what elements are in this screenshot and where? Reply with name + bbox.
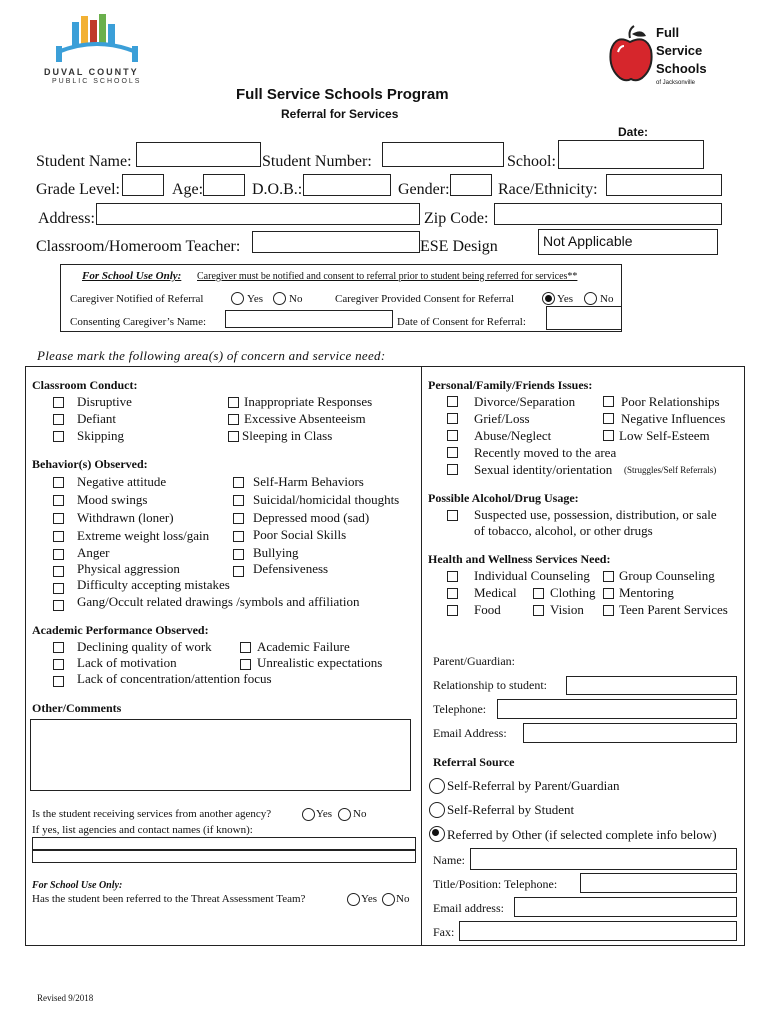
cb-clothing[interactable] [533, 588, 544, 599]
health-col2-0: Clothing [550, 585, 596, 600]
sexual-identity-note: (Struggles/Self Referrals) [624, 465, 717, 475]
behavior-right-3: Poor Social Skills [253, 527, 347, 542]
behavior-left-7: Gang/Occult related drawings /symbols and affiliation [77, 594, 360, 609]
behavior-left-0: Negative attitude [77, 474, 167, 489]
cb-lack-concentration[interactable] [53, 676, 64, 687]
cb-defensiveness[interactable] [233, 566, 244, 577]
address-label: Address: [38, 210, 95, 227]
caregiver-notified-label: Caregiver Notified of Referral [70, 293, 204, 305]
cb-abuse-neglect[interactable] [447, 430, 458, 441]
date-consent-label: Date of Consent for Referral: [397, 316, 526, 328]
behavior-right-2: Depressed mood (sad) [253, 510, 370, 525]
referrer-fax-field[interactable] [459, 921, 737, 941]
cb-unrealistic-expectations[interactable] [240, 659, 251, 670]
duval-logo-mark [52, 12, 142, 64]
agency-yes-label: Yes [316, 808, 333, 820]
classroom-left-1: Defiant [77, 411, 116, 426]
other-comments-field[interactable] [30, 719, 411, 791]
personal-right-2: Low Self-Esteem [619, 428, 710, 443]
alcohol-heading: Possible Alcohol/Drug Usage: [428, 491, 579, 505]
dob-label: D.O.B.: [252, 181, 303, 198]
health-heading: Health and Wellness Services Need: [428, 552, 611, 566]
dob-field[interactable] [303, 174, 391, 196]
cb-negative-influences[interactable] [603, 413, 614, 424]
column-divider [421, 366, 422, 946]
cb-poor-social-skills[interactable] [233, 531, 244, 542]
classroom-heading: Classroom Conduct: [32, 378, 138, 392]
consenting-name-label: Consenting Caregiver’s Name: [70, 316, 207, 328]
referrer-fax-label: Fax: [433, 925, 455, 939]
personal-right-0: Poor Relationships [621, 394, 720, 409]
agency-yes-radio[interactable] [302, 808, 315, 821]
race-field[interactable] [606, 174, 722, 196]
student-name-field[interactable] [136, 142, 261, 167]
referrer-name-field[interactable] [470, 848, 737, 870]
referral-source-heading: Referral Source [433, 755, 515, 769]
apple-icon [606, 24, 656, 86]
academic-right-0: Academic Failure [257, 639, 350, 654]
cb-skipping[interactable] [53, 431, 64, 442]
cb-weight-loss[interactable] [53, 531, 64, 542]
health-col3-1: Mentoring [619, 585, 674, 600]
threat-question: Has the student been referred to the Threat Assessment Team? [32, 893, 306, 905]
academic-right-1: Unrealistic expectations [257, 655, 383, 670]
consent-no-radio[interactable] [584, 292, 597, 305]
student-name-label: Student Name: [36, 153, 132, 170]
dcps-name-line2: PUBLIC SCHOOLS [52, 78, 142, 85]
grade-level-field[interactable] [122, 174, 164, 196]
ese-label: ESE Design [420, 238, 498, 255]
agency-no-radio[interactable] [338, 808, 351, 821]
cb-recently-moved[interactable] [447, 447, 458, 458]
cb-gang-occult[interactable] [53, 600, 64, 611]
behavior-left-1: Mood swings [77, 492, 148, 507]
cb-academic-failure[interactable] [240, 642, 251, 653]
health-col1-1: Medical [474, 585, 517, 600]
referrer-title-label: Title/Position: Telephone: [433, 877, 558, 891]
notified-no-label: No [289, 293, 303, 305]
concern-prompt: Please mark the following area(s) of concern and service need: [37, 348, 386, 363]
behavior-left-5: Physical aggression [77, 561, 180, 576]
personal-left-0: Divorce/Separation [474, 394, 576, 409]
cb-physical-aggression[interactable] [53, 566, 64, 577]
threat-yes-label: Yes [361, 893, 378, 905]
referrer-email-field[interactable] [514, 897, 737, 917]
cb-individual-counseling[interactable] [447, 571, 458, 582]
cb-suspected-use[interactable] [447, 510, 458, 521]
cb-food[interactable] [447, 605, 458, 616]
health-col3-0: Group Counseling [619, 568, 715, 583]
cb-vision[interactable] [533, 605, 544, 616]
cb-defiant[interactable] [53, 414, 64, 425]
fss-line3: Schools [656, 61, 707, 76]
email-address-label: Email Address: [433, 726, 507, 740]
classroom-left-0: Disruptive [77, 394, 132, 409]
behavior-left-2: Withdrawn (loner) [77, 510, 174, 525]
form-title: Full Service Schools Program [236, 86, 449, 103]
cb-sexual-identity[interactable] [447, 464, 458, 475]
teacher-field[interactable] [252, 231, 420, 253]
email-address-field[interactable] [523, 723, 737, 743]
notified-yes-radio[interactable] [231, 292, 244, 305]
race-label: Race/Ethnicity: [498, 181, 598, 198]
personal-left-2: Abuse/Neglect [474, 428, 552, 443]
behavior-left-6: Difficulty accepting mistakes [77, 577, 230, 592]
cb-anger[interactable] [53, 549, 64, 560]
cb-negative-attitude[interactable] [53, 477, 64, 488]
academic-left-0: Declining quality of work [77, 639, 212, 654]
cb-sleeping-in-class[interactable] [228, 431, 239, 442]
agency-list-field-1[interactable] [32, 837, 416, 850]
referrer-title-field[interactable] [580, 873, 737, 893]
cb-grief-loss[interactable] [447, 413, 458, 424]
academic-heading: Academic Performance Observed: [32, 623, 209, 637]
cb-self-harm[interactable] [233, 477, 244, 488]
threat-yes-radio[interactable] [347, 893, 360, 906]
cb-difficulty-accepting[interactable] [53, 583, 64, 594]
behavior-heading: Behavior(s) Observed: [32, 457, 148, 471]
date-label: Date: [618, 125, 649, 139]
fss-line1: Full [656, 25, 680, 40]
zip-field[interactable] [494, 203, 722, 225]
cb-lack-motivation[interactable] [53, 659, 64, 670]
grade-level-label: Grade Level: [36, 181, 120, 198]
academic-left-2: Lack of concentration/attention focus [77, 671, 272, 686]
health-col2-1: Vision [550, 602, 584, 617]
school-field[interactable] [558, 140, 704, 169]
consent-yes-radio[interactable] [542, 292, 555, 305]
date-consent-field[interactable] [546, 306, 622, 330]
behavior-right-5: Defensiveness [253, 561, 329, 576]
cb-inappropriate-responses[interactable] [228, 397, 239, 408]
cb-poor-relationships[interactable] [603, 396, 614, 407]
notified-no-radio[interactable] [273, 292, 286, 305]
cb-excessive-absenteeism[interactable] [228, 414, 239, 425]
cb-mentoring[interactable] [603, 588, 614, 599]
referral-parent-label: Self-Referral by Parent/Guardian [447, 778, 620, 793]
gender-label: Gender: [398, 181, 450, 198]
behavior-left-4: Anger [77, 545, 110, 560]
behavior-left-3: Extreme weight loss/gain [77, 528, 210, 543]
address-field[interactable] [96, 203, 420, 225]
health-col3-2: Teen Parent Services [619, 602, 728, 617]
other-comments-heading: Other/Comments [32, 701, 122, 715]
academic-left-1: Lack of motivation [77, 655, 177, 670]
revised-date: Revised 9/2018 [37, 993, 94, 1003]
agency-list-field-2[interactable] [32, 850, 416, 863]
classroom-right-1: Excessive Absenteeism [244, 411, 366, 426]
consent-no-label: No [600, 293, 614, 305]
threat-no-label: No [396, 893, 410, 905]
personal-left-4: Sexual identity/orientation [474, 462, 613, 477]
fss-line4: of Jacksonville [656, 80, 696, 86]
zip-label: Zip Code: [424, 210, 489, 227]
cb-group-counseling[interactable] [603, 571, 614, 582]
relationship-label: Relationship to student: [433, 678, 547, 692]
classroom-left-2: Skipping [77, 428, 124, 443]
behavior-right-4: Bullying [253, 545, 299, 560]
school-use-note: Caregiver must be notified and consent to referral prior to student being referred for services** [197, 271, 578, 282]
relationship-field[interactable] [566, 676, 737, 695]
behavior-right-0: Self-Harm Behaviors [253, 474, 364, 489]
referrer-name-label: Name: [433, 853, 465, 867]
threat-no-radio[interactable] [382, 893, 395, 906]
cb-disruptive[interactable] [53, 397, 64, 408]
health-col1-0: Individual Counseling [474, 568, 590, 583]
behavior-right-1: Suicidal/homicidal thoughts [253, 492, 400, 507]
school-label: School: [507, 153, 556, 170]
cb-withdrawn[interactable] [53, 513, 64, 524]
consent-yes-label: Yes [557, 293, 574, 305]
telephone-label: Telephone: [433, 702, 487, 716]
age-label: Age: [172, 181, 204, 198]
cb-teen-parent[interactable] [603, 605, 614, 616]
cb-low-self-esteem[interactable] [603, 430, 614, 441]
notified-yes-label: Yes [247, 293, 264, 305]
student-number-label: Student Number: [262, 153, 372, 170]
referral-student-radio[interactable] [429, 802, 445, 818]
personal-left-3: Recently moved to the area [474, 445, 617, 460]
teacher-label: Classroom/Homeroom Teacher: [36, 238, 241, 255]
threat-heading: For School Use Only: [32, 880, 123, 891]
student-number-field[interactable] [382, 142, 504, 167]
personal-right-1: Negative Influences [621, 411, 726, 426]
cb-depressed-mood[interactable] [233, 513, 244, 524]
personal-left-1: Grief/Loss [474, 411, 530, 426]
classroom-right-2: Sleeping in Class [242, 428, 333, 443]
agency-no-label: No [353, 808, 367, 820]
referral-other-radio[interactable] [429, 826, 445, 842]
personal-heading: Personal/Family/Friends Issues: [428, 378, 593, 392]
referral-other-label: Referred by Other (if selected complete info below) [447, 827, 717, 842]
cb-suicidal-thoughts[interactable] [233, 495, 244, 506]
referrer-email-label: Email address: [433, 901, 504, 915]
cb-mood-swings[interactable] [53, 495, 64, 506]
cb-declining-quality[interactable] [53, 642, 64, 653]
dcps-name-line1: DUVAL COUNTY [44, 67, 139, 77]
gender-field[interactable] [450, 174, 492, 196]
school-use-heading: For School Use Only: [82, 270, 182, 282]
parent-guardian-label: Parent/Guardian: [433, 654, 515, 668]
alcohol-line1: Suspected use, possession, distribution, or sale [474, 507, 717, 522]
referral-student-label: Self-Referral by Student [447, 802, 575, 817]
alcohol-line2: of tobacco, alcohol, or other drugs [474, 523, 653, 538]
caregiver-consent-label: Caregiver Provided Consent for Referral [335, 293, 514, 305]
fss-line2: Service [656, 43, 703, 58]
cb-divorce[interactable] [447, 396, 458, 407]
cb-medical[interactable] [447, 588, 458, 599]
classroom-right-0: Inappropriate Responses [244, 394, 373, 409]
form-subtitle: Referral for Services [281, 107, 399, 121]
telephone-field[interactable] [497, 699, 737, 719]
consenting-name-field[interactable] [225, 310, 393, 328]
age-field[interactable] [203, 174, 245, 196]
referral-parent-radio[interactable] [429, 778, 445, 794]
agency-list-label: If yes, list agencies and contact names (if known): [32, 824, 253, 836]
ese-select[interactable]: Not Applicable [538, 229, 718, 255]
health-col1-2: Food [474, 602, 501, 617]
agency-question: Is the student receiving services from another agency? [32, 808, 272, 820]
cb-bullying[interactable] [233, 549, 244, 560]
